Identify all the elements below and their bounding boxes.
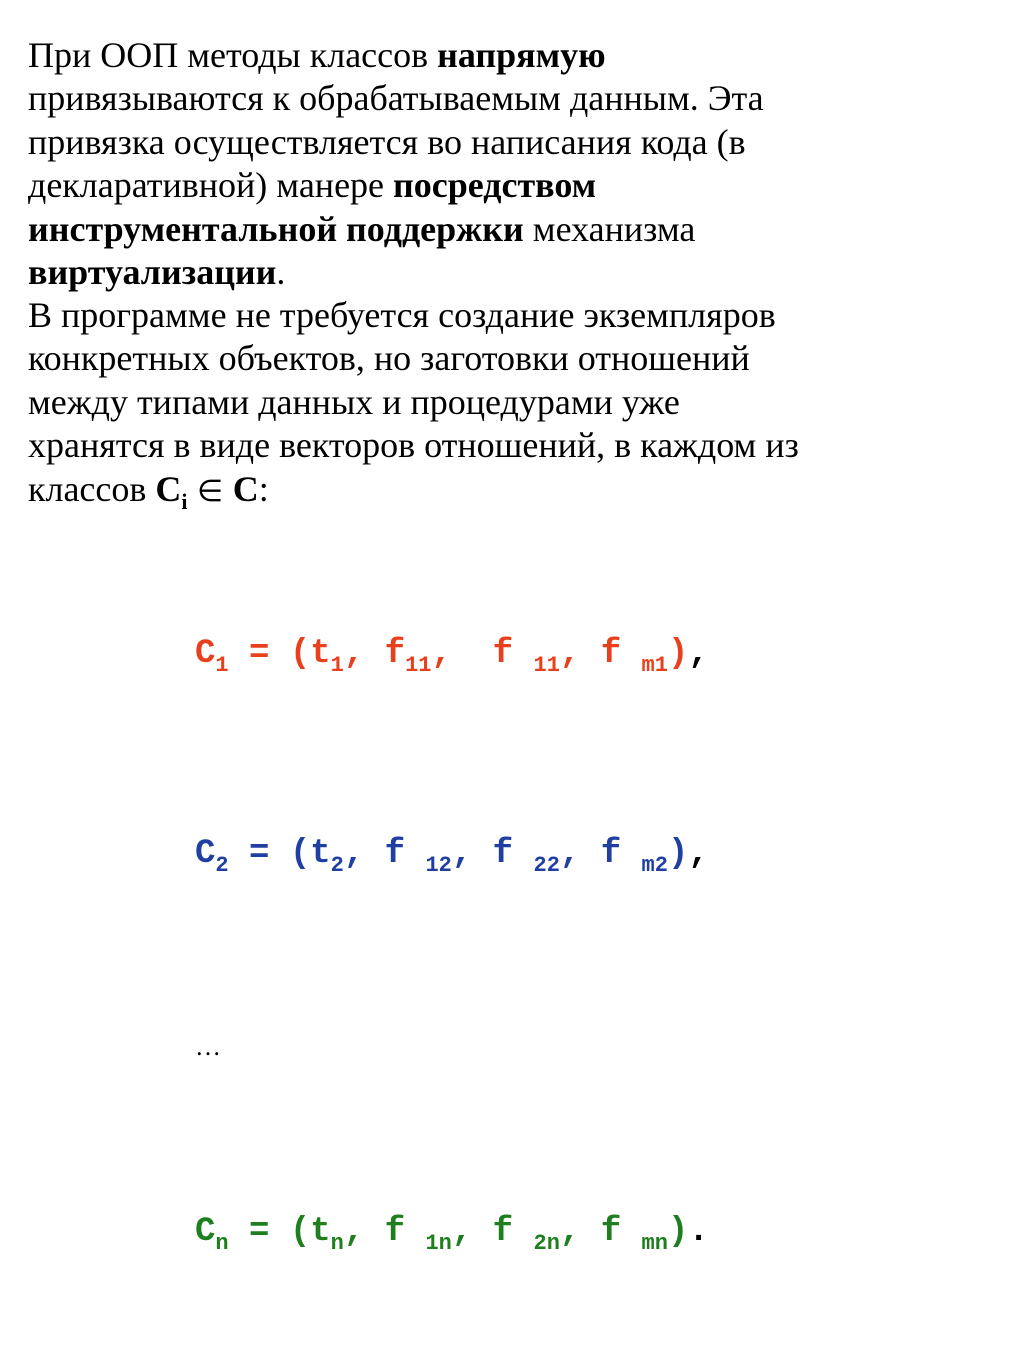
formula-text: ) — [667, 635, 689, 673]
formula-row-cn — [195, 1207, 709, 1257]
text-line: конкретных объектов, но заготовки отношений — [28, 338, 750, 379]
text-line — [28, 164, 1018, 207]
text-line — [28, 208, 1018, 251]
trailing-punctuation: , — [688, 835, 709, 873]
text-run: . — [276, 251, 286, 292]
formula-text: , f — [559, 835, 642, 873]
paragraph-relation-vectors — [28, 294, 1018, 514]
paragraph-oop-binding — [28, 34, 1018, 294]
subscript: 2n — [533, 1231, 560, 1256]
formula-text: , f — [343, 835, 426, 873]
subscript: 22 — [533, 853, 560, 878]
text-line — [28, 251, 1018, 294]
text-line: В программе не требуется создание экземпляров — [28, 295, 776, 335]
formula-text: , f — [431, 635, 534, 673]
bold-text-run: посредством — [393, 165, 597, 206]
subscript: m1 — [641, 653, 668, 678]
formula-text: , f — [451, 835, 534, 873]
formula-text: C — [195, 1213, 216, 1251]
formula-text: = (t — [228, 635, 331, 673]
text-line: хранятся в виде векторов отношений, в каждом из — [28, 425, 799, 466]
formula-text: = (t — [228, 1213, 331, 1251]
trailing-punctuation: . — [688, 1213, 709, 1251]
text-run: механизма — [523, 208, 696, 249]
subscript: mn — [641, 1231, 668, 1256]
subscript: 2 — [330, 853, 344, 878]
text-run: классов — [28, 468, 156, 509]
formula-text: , f — [451, 1213, 534, 1251]
formula-text: , f — [343, 1213, 426, 1251]
class-symbol: C — [155, 468, 182, 509]
formula-text: ) — [667, 835, 689, 873]
colon: : — [258, 468, 269, 509]
subscript-i: i — [181, 488, 188, 514]
subscript: 11 — [533, 653, 560, 678]
subscript: n — [215, 1231, 229, 1256]
class-set-symbol: C — [232, 468, 259, 509]
text-line: между типами данных и процедурами уже — [28, 381, 680, 422]
ellipsis: … — [195, 1032, 221, 1061]
trailing-punctuation: , — [688, 635, 709, 673]
formula-text: C — [195, 635, 216, 673]
subscript: 12 — [425, 853, 452, 878]
formula-text: , f — [343, 635, 406, 673]
subscript: 11 — [405, 653, 432, 678]
formula-text: = (t — [228, 835, 331, 873]
text-line — [28, 34, 1018, 77]
formula-text: ) — [667, 1213, 689, 1251]
bold-text-run: напрямую — [437, 35, 606, 75]
text-line — [28, 468, 1018, 514]
formula-text: , f — [559, 635, 642, 673]
subscript: 1n — [425, 1231, 452, 1256]
bold-text-run: виртуализации — [28, 251, 277, 292]
relation-vectors-formulas — [195, 529, 709, 1357]
text-run: При ООП методы классов — [28, 35, 438, 75]
text-line: привязка осуществляется во написания кода (в — [28, 121, 746, 162]
formula-text: C — [195, 835, 216, 873]
subscript: m2 — [641, 853, 668, 878]
formula-text: , f — [559, 1213, 642, 1251]
formula-row-c1 — [195, 629, 709, 679]
bold-text-run: инструментальной поддержки — [28, 208, 524, 249]
subscript: 1 — [330, 653, 344, 678]
formula-row-c2 — [195, 829, 709, 879]
subscript: 1 — [215, 653, 229, 678]
text-run: декларативной) манере — [28, 165, 394, 206]
element-of-symbol: ∈ — [187, 473, 233, 509]
subscript: 2 — [215, 853, 229, 878]
subscript: n — [330, 1231, 344, 1256]
text-line: привязываются к обрабатываемым данным. Эта — [28, 78, 764, 119]
